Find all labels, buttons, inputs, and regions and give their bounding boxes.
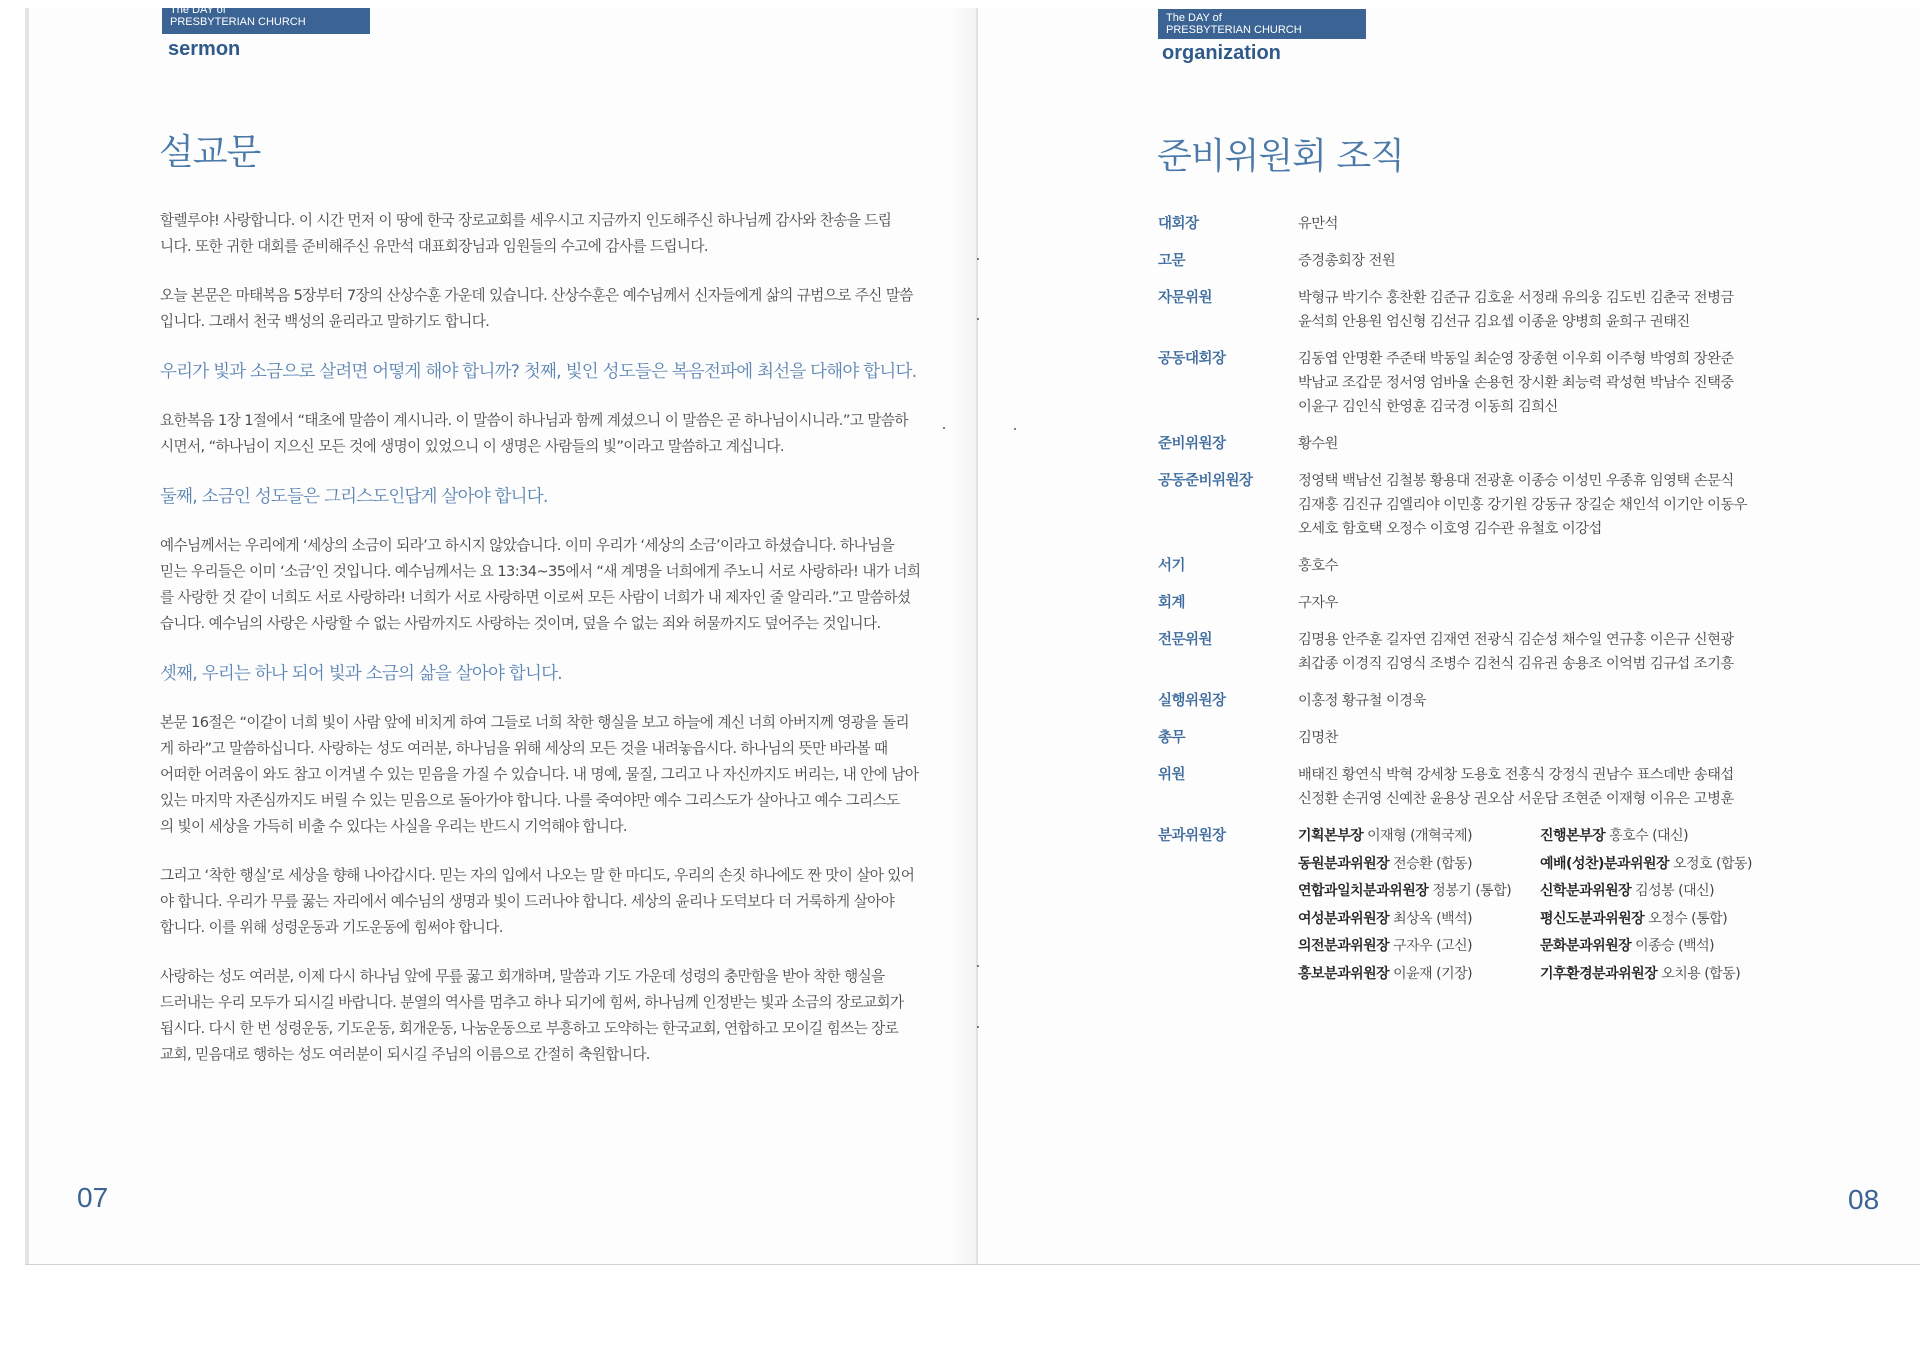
name-line: 김동엽 안명환 주준태 박동일 최순영 장종현 이우회 이주형 박영희 장완준 bbox=[1298, 351, 1734, 367]
subcommittee-item bbox=[1298, 934, 1540, 958]
scan-speck bbox=[977, 258, 979, 260]
org-names bbox=[1298, 432, 1878, 456]
org-role: 총무 bbox=[1158, 730, 1186, 746]
name-line: 홍호수 bbox=[1298, 558, 1338, 574]
scan-speck bbox=[977, 1026, 979, 1028]
page-title: 설교문 bbox=[159, 132, 261, 173]
name-line: 신정환 손귀영 신예찬 윤용상 권오삼 서운담 조현준 이재형 이유은 고병훈 bbox=[1298, 791, 1734, 807]
sermon-subheading bbox=[160, 660, 905, 688]
name-line: 정영택 백남선 김철봉 황용대 전광훈 이종승 이성민 우종휴 임영택 손문식 bbox=[1298, 473, 1734, 489]
subcommittee-name: 최상옥 (백석) bbox=[1393, 910, 1473, 927]
sermon-paragraph bbox=[160, 863, 915, 941]
org-role: 전문위원 bbox=[1158, 632, 1213, 648]
subcommittee-name: 오정수 (통합) bbox=[1648, 910, 1728, 927]
sermon-subheading bbox=[160, 483, 905, 511]
org-row bbox=[1158, 689, 1878, 713]
org-names bbox=[1298, 286, 1878, 334]
subcommittee-title: 진행본부장 bbox=[1540, 828, 1606, 844]
subcommittee-title: 여성분과위원장 bbox=[1298, 910, 1390, 927]
subcommittee-item bbox=[1540, 879, 1770, 903]
org-role: 고문 bbox=[1158, 253, 1186, 269]
text-line: 오늘 본문은 마태복음 5장부터 7장의 산상수훈 가운데 있습니다. 산상수훈은 예수님께서 신자들에게 삶의 규범으로 주신 말씀 bbox=[160, 287, 913, 304]
left-page-sermon bbox=[25, 0, 976, 1264]
sermon-subheading bbox=[160, 358, 917, 386]
name-line: 배태진 황연식 박혁 강세창 도용호 전홍식 강정식 권남수 표스데반 송태섭 bbox=[1298, 767, 1734, 783]
subcommittee-title: 기획본부장 bbox=[1298, 828, 1364, 844]
text-line: 둘째, 소금인 성도들은 그리스도인답게 살아야 합니다. bbox=[160, 487, 548, 507]
text-line: 요한복음 1장 1절에서 “태초에 말씀이 계시니라. 이 말씀이 하나님과 함께 계셨으니 이 말씀은 곧 하나님이시니라.”고 말씀하 bbox=[160, 412, 908, 429]
text-line: 됩시다. 다시 한 번 성령운동, 기도운동, 회개운동, 나눔운동으로 부흥하고 도약하는 한국교회, 연합하고 모이길 힘쓰는 장로 bbox=[160, 1020, 899, 1037]
subcommittee-name: 홍호수 (대신) bbox=[1609, 828, 1689, 844]
name-line: 이윤구 김인식 한영훈 김국경 이동희 김희신 bbox=[1298, 399, 1558, 415]
name-line: 증경총회장 전원 bbox=[1298, 253, 1396, 269]
subcommittee-item bbox=[1540, 824, 1770, 848]
text-line: 교회, 믿음대로 행하는 성도 여러분이 되시길 주님의 이름으로 간절히 축원합니다. bbox=[160, 1046, 650, 1063]
page-number: 07 bbox=[77, 1182, 109, 1213]
org-row bbox=[1158, 554, 1878, 578]
org-row bbox=[1158, 249, 1878, 273]
subcommittee-title: 연합과일치분과위원장 bbox=[1298, 883, 1429, 899]
org-role: 공동대회장 bbox=[1158, 351, 1226, 367]
section-label: sermon bbox=[168, 38, 241, 60]
subcommittee-name: 이윤재 (기장) bbox=[1393, 965, 1473, 982]
subcommittee-item bbox=[1540, 934, 1770, 958]
badge-line-2: PRESBYTERIAN CHURCH bbox=[1166, 24, 1302, 36]
subcommittee-title: 예배(성찬)분과위원장 bbox=[1540, 855, 1670, 872]
scan-speck bbox=[977, 318, 979, 320]
subcommittee-title: 문화분과위원장 bbox=[1540, 938, 1632, 954]
org-names bbox=[1298, 591, 1878, 615]
section-label: organization bbox=[1162, 42, 1281, 64]
badge-line-1: The DAY of bbox=[1166, 12, 1222, 24]
text-line: 시면서, “하나님이 지으신 모든 것에 생명이 있었으니 이 생명은 사람들의 빛”이라고 말씀하고 계십니다. bbox=[160, 438, 784, 455]
text-line: 어떠한 어려움이 와도 참고 이겨낼 수 있는 믿음을 가질 수 있습니다. 내 명예, 물질, 그리고 나 자신까지도 버리는, 내 안에 남아 bbox=[160, 766, 919, 783]
name-line: 황수원 bbox=[1298, 436, 1338, 452]
org-row bbox=[1158, 469, 1878, 541]
org-row bbox=[1158, 432, 1878, 456]
text-line: 본문 16절은 “이같이 너희 빛이 사람 앞에 비치게 하여 그들로 너희 착한 행실을 보고 하늘에 계신 너희 아버지께 영광을 돌리 bbox=[160, 714, 909, 731]
org-row bbox=[1158, 591, 1878, 615]
badge-line-2: PRESBYTERIAN CHURCH bbox=[170, 16, 306, 28]
org-role: 대회장 bbox=[1158, 216, 1199, 232]
text-line: 할렐루야! 사랑합니다. 이 시간 먼저 이 땅에 한국 장로교회를 세우시고 지금까지 인도해주신 하나님께 감사와 찬송을 드립 bbox=[160, 212, 892, 229]
org-row bbox=[1158, 347, 1878, 419]
subcommittee-name: 이재형 (개혁국제) bbox=[1367, 828, 1473, 844]
organization-table bbox=[1158, 212, 1878, 999]
sermon-paragraph bbox=[160, 408, 908, 460]
sermon-paragraph bbox=[160, 533, 921, 637]
subcommittee-title: 기후환경분과위원장 bbox=[1540, 965, 1658, 982]
subcommittee-grid bbox=[1298, 824, 1770, 986]
text-line: 입니다. 그래서 천국 백성의 윤리라고 말하기도 합니다. bbox=[160, 313, 490, 330]
text-line: 야 합니다. 우리가 무릎 꿇는 자리에서 예수님의 생명과 빛이 드러나야 합니다. 세상의 윤리나 도덕보다 더 거룩하게 살아야 bbox=[160, 893, 895, 910]
name-line: 김재홍 김진규 김엘리야 이민홍 강기원 강동규 장길순 채인석 이기안 이동우 bbox=[1298, 497, 1748, 513]
text-line: 드러내는 우리 모두가 되시길 바랍니다. 분열의 역사를 멈추고 하나 되기에 힘써, 하나님께 인정받는 빛과 소금의 장로교회가 bbox=[160, 994, 904, 1011]
subcommittee-item bbox=[1540, 907, 1770, 931]
name-line: 이홍정 황규철 이경욱 bbox=[1298, 693, 1426, 709]
subcommittee-title: 홍보분과위원장 bbox=[1298, 965, 1390, 982]
text-line: 예수님께서는 우리에게 ‘세상의 소금이 되라’고 하시지 않았습니다. 이미 우리가 ‘세상의 소금’이라고 하셨습니다. 하나님을 bbox=[160, 537, 895, 554]
org-role: 실행위원장 bbox=[1158, 693, 1226, 709]
subcommittee-item bbox=[1298, 962, 1540, 986]
text-line: 습니다. 예수님의 사랑은 사랑할 수 없는 사람까지도 사랑하는 것이며, 덮을 수 없는 죄와 허물까지도 덮어주는 것입니다. bbox=[160, 615, 881, 632]
name-line: 김명찬 bbox=[1298, 730, 1338, 746]
subcommittee-item bbox=[1298, 879, 1540, 903]
text-line: 의 빛이 세상을 가득히 비출 수 있다는 사실을 우리는 반드시 기억해야 합니다. bbox=[160, 818, 627, 835]
subcommittee-title: 평신도분과위원장 bbox=[1540, 910, 1645, 927]
name-line: 김명용 안주훈 길자연 김재연 전광식 김순성 채수일 연규홍 이은규 신현광 bbox=[1298, 632, 1734, 648]
name-line: 구자우 bbox=[1298, 595, 1338, 611]
text-line: 니다. 또한 귀한 대회를 준비해주신 유만석 대표회장님과 임원들의 수고에 감사를 드립니다. bbox=[160, 238, 708, 255]
subcommittee-name: 김성봉 (대신) bbox=[1635, 883, 1715, 899]
subcommittee-title: 동원분과위원장 bbox=[1298, 855, 1390, 872]
org-role: 분과위원장 bbox=[1158, 828, 1226, 844]
text-line: 있는 마지막 자존심까지도 버릴 수 있는 믿음으로 돌아가야 합니다. 나를 죽여야만 예수 그리스도가 살아나고 예수 그리스도 bbox=[160, 792, 900, 809]
name-line: 유만석 bbox=[1298, 216, 1338, 232]
text-line: 셋째, 우리는 하나 되어 빛과 소금의 삶을 살아야 합니다. bbox=[160, 664, 562, 684]
sermon-paragraph bbox=[160, 710, 919, 840]
org-names bbox=[1298, 628, 1878, 676]
subcommittee-title: 신학분과위원장 bbox=[1540, 883, 1632, 899]
header-badge bbox=[1158, 9, 1366, 39]
text-line: 그리고 ‘착한 행실’로 세상을 향해 나아갑시다. 믿는 자의 입에서 나오는 말 한 마디도, 우리의 손짓 하나에도 짠 맛이 살아 있어 bbox=[160, 867, 915, 884]
subcommittee-title: 의전분과위원장 bbox=[1298, 938, 1390, 954]
subcommittee-name: 전승환 (합동) bbox=[1393, 855, 1473, 872]
subcommittee-name: 정봉기 (통합) bbox=[1432, 883, 1512, 899]
org-names bbox=[1298, 469, 1878, 541]
text-line: 합니다. 이를 위해 성령운동과 기도운동에 힘써야 합니다. bbox=[160, 919, 503, 936]
org-names bbox=[1298, 763, 1878, 811]
name-line: 윤석희 안용원 엄신형 김선규 김요셉 이종윤 양병희 윤희구 권태진 bbox=[1298, 314, 1690, 330]
page-title: 준비위원회 조직 bbox=[1157, 136, 1404, 177]
org-names bbox=[1298, 554, 1878, 578]
org-row bbox=[1158, 763, 1878, 811]
subcommittee-name: 오정호 (합동) bbox=[1672, 855, 1752, 872]
subcommittee-item bbox=[1298, 907, 1540, 931]
org-names bbox=[1298, 347, 1878, 419]
org-row bbox=[1158, 628, 1878, 676]
subcommittee-name: 오치용 (합동) bbox=[1661, 965, 1741, 982]
text-line: 사랑하는 성도 여러분, 이제 다시 하나님 앞에 무릎 꿇고 회개하며, 말씀과 기도 가운데 성령의 충만함을 받아 착한 행실을 bbox=[160, 968, 885, 985]
org-names bbox=[1298, 212, 1878, 236]
text-line: 게 하라”고 말씀하십니다. 사랑하는 성도 여러분, 하나님을 위해 세상의 모든 것을 내려놓읍시다. 하나님의 뜻만 바라볼 때 bbox=[160, 740, 888, 757]
text-line: 를 사랑한 것 같이 너희도 서로 사랑하라! 너희가 서로 사랑하면 이로써 모든 사람이 너희가 내 제자인 줄 알리라.”고 말씀하셨 bbox=[160, 589, 911, 606]
scan-speck bbox=[943, 427, 945, 429]
name-line: 최갑종 이경직 김영식 조병수 김천식 김유권 송용조 이억범 김규섭 조기흥 bbox=[1298, 656, 1734, 672]
org-row bbox=[1158, 286, 1878, 334]
subcommittee-item bbox=[1540, 852, 1770, 876]
org-row bbox=[1158, 726, 1878, 750]
org-role: 회계 bbox=[1158, 595, 1186, 611]
right-page-organization bbox=[978, 0, 1920, 1264]
subcommittee-item bbox=[1298, 852, 1540, 876]
name-line: 박남교 조갑문 정서영 엄바울 손용헌 장시환 최능력 곽성현 박남수 진택중 bbox=[1298, 375, 1734, 391]
org-role: 서기 bbox=[1158, 558, 1186, 574]
name-line: 오세호 함호택 오정수 이호영 김수관 유철호 이강섭 bbox=[1298, 521, 1602, 537]
sermon-paragraph bbox=[160, 964, 905, 1068]
badge-line-1: The DAY of bbox=[170, 4, 226, 16]
org-role: 자문위원 bbox=[1158, 290, 1213, 306]
name-line: 박형규 박기수 홍찬환 김준규 김호윤 서정래 유의웅 김도빈 김춘국 전병금 bbox=[1298, 290, 1734, 306]
text-line: 믿는 우리들은 이미 ‘소금’인 것입니다. 예수님께서는 요 13:34~35에서 “새 계명을 너희에게 주노니 서로 사랑하라! 내가 너희 bbox=[160, 563, 921, 580]
scan-speck bbox=[1014, 428, 1016, 430]
org-names bbox=[1298, 726, 1878, 750]
sermon-paragraph bbox=[160, 208, 905, 260]
sermon-paragraph bbox=[160, 283, 913, 335]
subcommittee-item bbox=[1298, 824, 1540, 848]
sermon-body bbox=[160, 208, 921, 1091]
org-row-subcommittee bbox=[1158, 824, 1878, 986]
org-role: 위원 bbox=[1158, 767, 1186, 783]
org-names bbox=[1298, 689, 1878, 713]
page-number: 08 bbox=[1848, 1184, 1880, 1215]
text-line: 우리가 빛과 소금으로 살려면 어떻게 해야 합니까? 첫째, 빛인 성도들은 복음전파에 최선을 다해야 합니다. bbox=[160, 362, 917, 382]
subcommittee-name: 이종승 (백석) bbox=[1635, 938, 1715, 954]
subcommittee-item bbox=[1540, 962, 1770, 986]
org-row bbox=[1158, 212, 1878, 236]
org-names bbox=[1298, 249, 1878, 273]
header-badge bbox=[162, 4, 370, 34]
scan-speck bbox=[977, 965, 979, 967]
subcommittee-name: 구자우 (고신) bbox=[1393, 938, 1473, 954]
org-role: 준비위원장 bbox=[1158, 436, 1226, 452]
org-role: 공동준비위원장 bbox=[1158, 473, 1253, 489]
